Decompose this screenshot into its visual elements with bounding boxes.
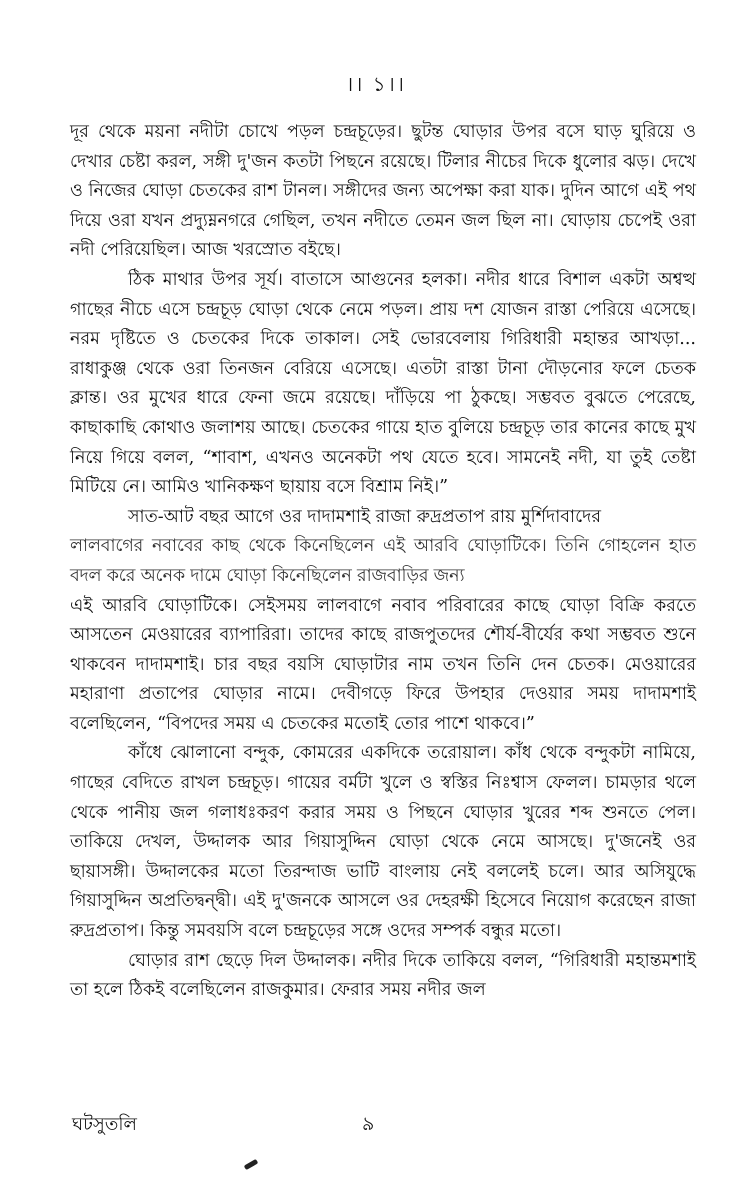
- paragraph-3-continued: এই আরবি ঘোড়াটিকে। সেইসময় লালবাগে নবাব পরিবারের কাছে ঘোড়া বিক্রি করতে আসতেন মেওয়ারের ব্যাপারিরা। তাদের কাছে রাজপুতদের শৌর্য-বীর্যের কথা সম্ভবত শুনে থাকবেন দাদামশাই। চার বছর বয়সি ঘোড়াটার নাম তখন তিনি দেন চেতক। মেওয়ারের মহারাণা প্রতাপের ঘোড়ার নামে। দেবীগড়ে ফিরে উপহার দেওয়ার সময় দাদামশাই বলেছিলেন, “বিপদের সময় এ চেতকের মতোই তোর পাশে থাকবে।”: [70, 595, 696, 734]
- page-number: ৯: [362, 1113, 375, 1135]
- paragraph-3-smudged-lines: লালবাগের নবাবের কাছ থেকে কিনেছিলেন এই আরবি ঘোড়াটিকে। তিনি গোহলেন হাত বদল করে অনেক দামে ঘোড়া কিনেছিলেন রাজবাড়ির জন্য: [70, 536, 696, 586]
- paragraph-2: ঠিক মাথার উপর সূর্য। বাতাসে আগুনের হলকা। নদীর ধারে বিশাল একটা অশ্বত্থ গাছের নীচে এসে চন্দ্রচূড় ঘোড়া থেকে নেমে পড়ল। প্রায় দশ যোজন রাস্তা পেরিয়ে এসেছে। নরম দৃষ্টিতে ও চেতকের দিকে তাকাল। সেই ভোরবেলায় গিরিধারী মহান্তর আখড়া... রাধাকুঞ্জ থেকে ওরা তিনজন বেরিয়ে এসেছে। এতটা রাস্তা টানা দৌড়নোর ফলে চেতক ক্লান্ত। ওর মুখের ধারে ফেনা জমে রয়েছে। দাঁড়িয়ে পা ঠুকছে। সম্ভবত বুঝতে পেরেছে, কাছাকাছি কোথাও জলাশয় আছে। চেতকের গায়ে হাত বুলিয়ে চন্দ্রচূড় তার কানের কাছে মুখ নিয়ে গিয়ে বলল, “শাবাশ, এখনও অনেকটা পথ যেতে হবে। সামনেই নদী, যা তুই তেষ্টা মিটিয়ে নে। আমিও খানিকক্ষণ ছায়ায় বসে বিশ্রাম নিই।”: [70, 269, 696, 498]
- book-title: ঘটসুতলি: [72, 1114, 137, 1135]
- ink-mark: [244, 1159, 259, 1170]
- chapter-number: ।। ১।।: [346, 72, 406, 96]
- paragraph-4: কাঁধে ঝোলানো বন্দুক, কোমরের একদিকে তরোয়াল। কাঁধ থেকে বন্দুকটা নামিয়ে, গাছের বেদিতে রাখল চন্দ্রচূড়। গায়ের বর্মটা খুলে ও স্বস্তির নিঃশ্বাস ফেলল। চামড়ার থলে থেকে পানীয় জল গলাধঃকরণ করার সময় ও পিছনে ঘোড়ার খুরের শব্দ শুনতে পেল। তাকিয়ে দেখল, উদ্দালক আর গিয়াসুদ্দিন ঘোড়া থেকে নেমে আসছে। দু'জনেই ওর ছায়াসঙ্গী। উদ্দালকের মতো তিরন্দাজ ভাটি বাংলায় নেই বললেই চলে। আর অসিযুদ্ধে গিয়াসুদ্দিন অপ্রতিদ্বন্দ্বী। এই দু'জনকে আসলে ওর দেহরক্ষী হিসেবে নিয়োগ করেছেন রাজা রুদ্রপ্রতাপ। কিন্তু সমবয়সি বলে চন্দ্রচূড়ের সঙ্গে ওদের সম্পর্ক বন্ধুর মতো।: [70, 743, 696, 942]
- paragraph-5: ঘোড়ার রাশ ছেড়ে দিল উদ্দালক। নদীর দিকে তাকিয়ে বলল, “গিরিধারী মহান্তমশাই তা হলে ঠিকই বলেছিলেন রাজকুমার। ফেরার সময় নদীর জল: [70, 950, 696, 1001]
- body-text: [70, 118, 696, 1006]
- paragraph-1: দূর থেকে ময়না নদীটা চোখে পড়ল চন্দ্রচূড়ের। ছুটন্ত ঘোড়ার উপর বসে ঘাড় ঘুরিয়ে ও দেখার চেষ্টা করল, সঙ্গী দু'জন কতটা পিছনে রয়েছে। টিলার নীচের দিকে ধুলোর ঝড়। দেখে ও নিজের ঘোড়া চেতকের রাশ টানল। সঙ্গীদের জন্য অপেক্ষা করা যাক। দুদিন আগে এই পথ দিয়ে ওরা যখন প্রদ্যুম্ননগরে গেছিল, তখন নদীতে তেমন জল ছিল না। ঘোড়ায় চেপেই ওরা নদী পেরিয়েছিল। আজ খরস্রোত বইছে।: [70, 122, 696, 261]
- paragraph-3: সাত-আট বছর আগে ওর দাদামশাই রাজা রুদ্রপ্রতাপ রায় মুর্শিদাবাদের: [128, 506, 601, 527]
